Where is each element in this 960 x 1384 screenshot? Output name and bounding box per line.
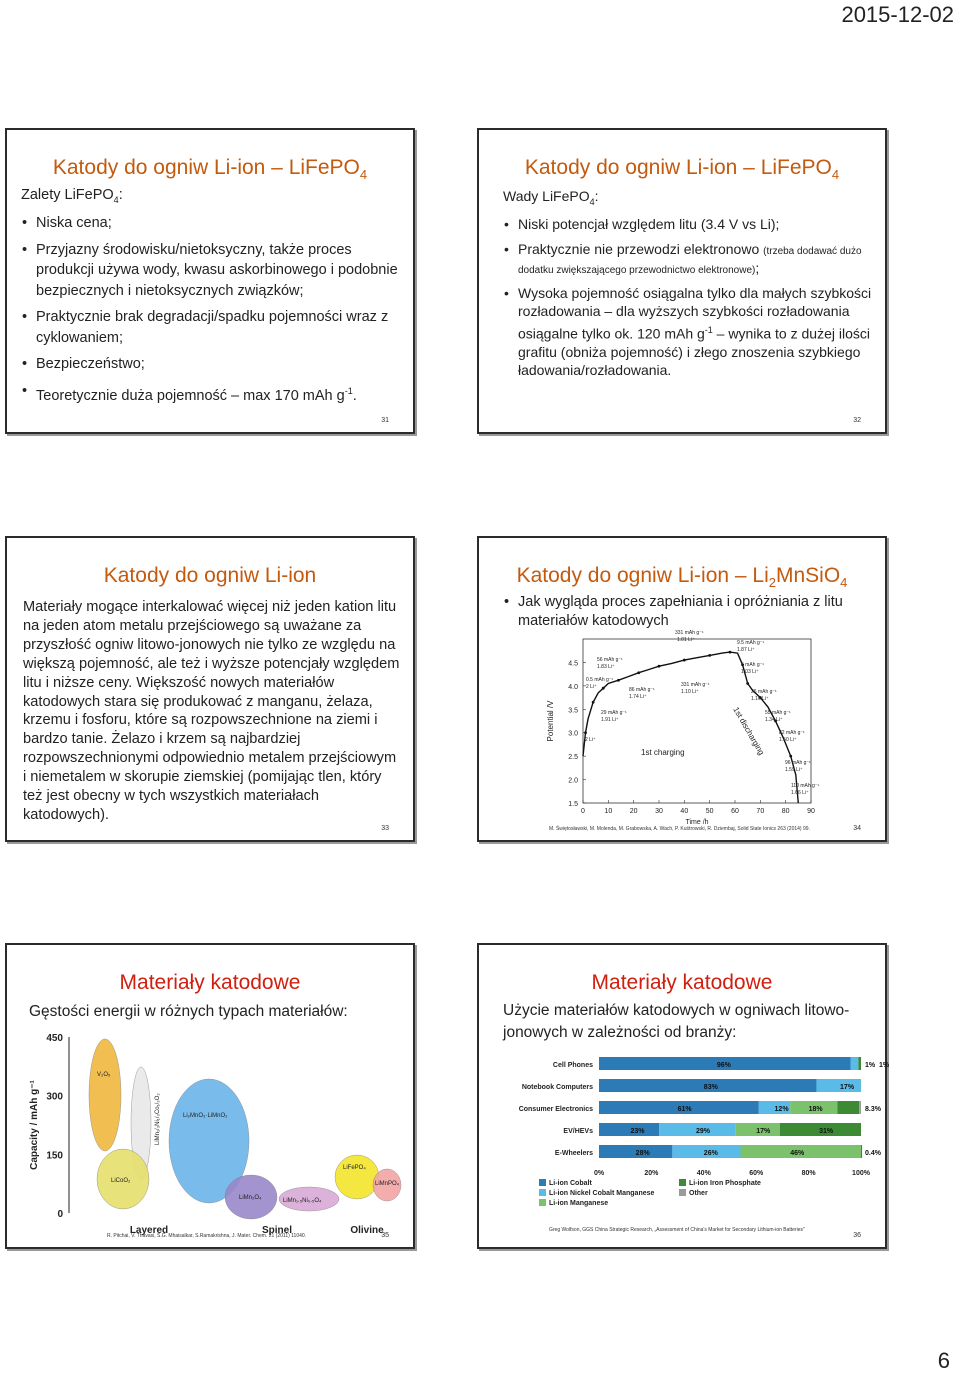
intro-line xyxy=(21,185,401,210)
intro-colon: : xyxy=(594,188,599,204)
bar-label: 1% xyxy=(865,1062,876,1069)
list-item-text: Wysoka pojemność osiągalna tylko dla małych szybkości rozładowania – dla wyższych szybkości rozładowania osiągalne tylko ok. 120 mAh g xyxy=(518,284,872,342)
bar-label: 31% xyxy=(819,1128,834,1135)
curve-annotation: 96 mAh g⁻¹ xyxy=(785,760,811,766)
material-label: V₂O₅ xyxy=(97,1072,111,1078)
charging-label: 1st charging xyxy=(641,748,685,757)
curve-annotation: 331 mAh g⁻¹ xyxy=(681,682,710,688)
group-label: Spinel xyxy=(261,1225,293,1236)
potential-chart xyxy=(541,631,825,831)
ellipse-lifepo4 xyxy=(335,1155,379,1199)
material-label: LiMnPO₄ xyxy=(375,1181,400,1187)
list-item-end: . xyxy=(352,387,357,404)
legend-label: Li-ion Nickel Cobalt Manganese xyxy=(549,1190,655,1197)
intro-line xyxy=(503,187,875,211)
bar-label: 8.3% xyxy=(865,1106,881,1113)
data-point xyxy=(683,659,686,662)
y-tick-label: 2.5 xyxy=(568,754,578,762)
slide-33 xyxy=(5,536,415,842)
discharging-label: 1st discharging xyxy=(731,705,766,757)
intro-subscript: 4 xyxy=(589,196,595,207)
y-tick-label: 3.5 xyxy=(568,707,578,715)
slide-title xyxy=(7,156,413,182)
list-item-text: Praktycznie nie przewodzi elektronowo xyxy=(518,240,764,257)
slide-title-text: Katody do ogniw Li-ion – LiFePO xyxy=(52,156,360,179)
data-point xyxy=(617,679,620,682)
x-tick-label: 30 xyxy=(655,808,663,815)
bar-label: 18% xyxy=(808,1106,823,1113)
category-label: Consumer Electronics xyxy=(518,1106,593,1113)
slide-title-text-cont: MnSiO xyxy=(775,564,841,587)
list-item-superscript: -1 xyxy=(704,324,713,335)
curve-annotation: 331 mAh g⁻¹ xyxy=(675,630,704,636)
curve-annotation: 0.5 mAh g⁻¹ xyxy=(586,677,614,683)
data-point xyxy=(746,682,749,685)
curve-annotation: 5 mAh g⁻¹ xyxy=(741,662,764,668)
curve-annotation: 1.03 Li⁺ xyxy=(741,669,759,675)
y-tick-label: 3.0 xyxy=(568,730,578,738)
material-label: LiCoO₂ xyxy=(111,1178,131,1184)
x-tick-label: 70 xyxy=(756,808,765,815)
slide-subtitle: Gęstości energii w różnych typach materiałów: xyxy=(29,1003,348,1020)
curve-annotation: 1.83 Li⁺ xyxy=(597,664,615,670)
bar-segment xyxy=(859,1101,861,1114)
slide-title-subscript: 4 xyxy=(831,167,840,183)
y-tick-label: 4.0 xyxy=(568,683,578,691)
material-label: LiMn₂O₄ xyxy=(239,1195,262,1201)
legend-label: Li-ion Manganese xyxy=(549,1200,609,1207)
list-item: • Bezpieczeństwo; xyxy=(21,354,401,375)
material-label: LiMn₁/₃Ni₁/₃Co₁/₃O₂ xyxy=(155,1093,161,1145)
list-item: • Jak wygląda proces zapełniania i opróżniania z litu materiałów katodowych xyxy=(503,593,873,631)
bar-label: 0.4% xyxy=(865,1150,881,1157)
intro-subscript: 4 xyxy=(113,194,119,205)
curve-annotation: 1.34 Li⁺ xyxy=(765,717,783,723)
x-tick-label: 60 xyxy=(731,808,739,815)
slide-body xyxy=(503,593,873,631)
list-item xyxy=(503,240,875,278)
bar-label: 96% xyxy=(716,1062,731,1069)
curve-annotation: 1.01 Li⁺ xyxy=(677,637,695,643)
category-label: Notebook Computers xyxy=(521,1084,593,1091)
list-item-end: ; xyxy=(755,259,760,276)
bar-label: 26% xyxy=(703,1150,718,1157)
intro-text: Zalety LiFePO xyxy=(21,187,114,203)
curve-annotation: 56 mAh g⁻¹ xyxy=(597,657,623,663)
slide-body xyxy=(503,187,875,380)
slide-title-subscript: 4 xyxy=(359,167,368,183)
y-tick-label: 450 xyxy=(46,1033,63,1044)
data-point xyxy=(729,651,732,654)
slide-number: 35 xyxy=(381,1232,389,1239)
header-date: 2015-12-02 xyxy=(841,2,954,27)
list-item: • Niska cena; xyxy=(21,213,401,234)
bar-segment xyxy=(837,1101,859,1114)
page-number: 6 xyxy=(937,1348,950,1373)
list-item-note: (trzeba dodawać dużo dodatku zwiększającego przewodnictwo elektronowe) xyxy=(518,245,862,276)
bar-segment xyxy=(851,1057,859,1070)
y-tick-label: 2.0 xyxy=(568,777,578,785)
y-axis-label: Potential /V xyxy=(546,700,555,742)
slide-number: 32 xyxy=(853,417,861,424)
slide-paragraph: Materiały mogące interkalować więcej niż jeden kation litu na jeden atom metalu przejściowego są uważane za przyszłość ogniw litowo-jonowych nie tylko ze względu na większą pojemność, ale też i wyższe potencjały względem litu i niższe ceny. Większość nowych materiałów katodowych stara się produkować z manganu, żelaza, krzemu i fosforu, które są rozpowszechnione na ziemi i bardzo tanie. Żelazo i krzem są najbardziej rozpowszechnionymi odpowiednio metalem przejściowym i niemetalem w skorupie ziemskiej (pomijając tlen, który też jest obecny w tych wszystkich materiałach katodowych). xyxy=(23,599,400,823)
reference: R. Pitchai, V. Thavasi, S.G. Mhaisalkar, S.Ramakrishna, J. Mater. Chem. 21 (2011) 11040. xyxy=(107,1233,307,1239)
x-tick-label: 20 xyxy=(629,808,638,815)
x-tick-label: 40% xyxy=(696,1170,711,1177)
y-tick-label: 4.5 xyxy=(568,660,578,668)
curve-annotation: 1.91 Li⁺ xyxy=(601,717,619,723)
material-label: LiFePO₄ xyxy=(343,1165,366,1171)
legend-swatch xyxy=(679,1189,686,1196)
x-tick-label: 100% xyxy=(852,1170,870,1177)
curve-annotation: 86 mAh g⁻¹ xyxy=(629,687,655,693)
curve-annotation: 1.59 Li⁺ xyxy=(785,767,803,773)
slide-title: Materiały katodowe xyxy=(119,971,301,994)
y-tick-label: 300 xyxy=(46,1091,63,1103)
bar-label: 46% xyxy=(790,1150,805,1157)
data-point xyxy=(658,665,661,668)
list-item-text-cont: – wynika to z dużej ilości grafitu (obniża pojemność) i złego znoszenia szybkiego ładowania/rozładowania. xyxy=(518,325,870,379)
slide-subtitle: Użycie materiałów katodowych w ogniwach litowo-jonowych w zależności od branży: xyxy=(503,1002,850,1041)
x-tick-label: 0% xyxy=(593,1170,605,1177)
group-label: Layered xyxy=(129,1225,169,1236)
curve-annotation: 55 mAh g⁻¹ xyxy=(765,710,791,716)
slide-title-text: Katody do ogniw Li-ion – Li xyxy=(516,564,769,587)
x-tick-label: 20% xyxy=(644,1170,659,1177)
legend-swatch xyxy=(539,1179,546,1186)
x-tick-label: 40 xyxy=(680,808,689,815)
bar-segment xyxy=(599,1123,659,1136)
slide-title-subscript: 2 xyxy=(768,575,776,591)
x-tick-label: 0 xyxy=(581,808,585,815)
group-label: Olivine xyxy=(350,1225,384,1236)
bar-label: 28% xyxy=(635,1150,650,1157)
curve-annotation: 9.5 mAh g⁻¹ xyxy=(737,640,765,646)
material-label: LiMn₁.₅Ni₀.₅O₄ xyxy=(283,1198,322,1204)
bar-label: 17% xyxy=(840,1084,855,1091)
bar-label: 83% xyxy=(703,1084,718,1091)
slide-title xyxy=(479,156,885,182)
slide-34 xyxy=(477,536,887,842)
slide-title: Katody do ogniw Li-ion xyxy=(103,564,317,587)
x-tick-label: 60% xyxy=(749,1170,764,1177)
slide-title-text: Katody do ogniw Li-ion – LiFePO xyxy=(524,156,832,179)
x-tick-label: 10 xyxy=(604,808,613,815)
curve-annotation: 1.16 Li⁺ xyxy=(751,696,769,702)
curve-annotation: 1.87 Li⁺ xyxy=(737,647,755,653)
slide-number: 36 xyxy=(853,1232,861,1239)
slide-title: Materiały katodowe xyxy=(591,971,773,994)
list-item: • Praktycznie brak degradacji/spadku pojemności wraz z cyklowaniem; xyxy=(21,307,401,348)
list-item xyxy=(503,284,875,380)
y-tick-label: 150 xyxy=(46,1150,63,1162)
list-item: • Przyjazny środowisku/nietoksyczny, także proces produkcji używa wody, kwasu askorbinowego i podobnie bezpiecznych i nietoksycznych związków; xyxy=(21,240,401,302)
curve-annotation: 1.66 Li⁺ xyxy=(791,790,809,796)
slide-number: 33 xyxy=(381,825,389,832)
category-label: E-Wheelers xyxy=(554,1150,593,1157)
intro-colon: : xyxy=(118,187,123,203)
data-point xyxy=(708,654,711,657)
y-axis-label: Capacity / mAh g⁻¹ xyxy=(29,1080,40,1170)
x-tick-label: 80 xyxy=(781,808,790,815)
legend-label: Other xyxy=(689,1190,708,1197)
slide-35 xyxy=(5,943,415,1249)
ellipse-v2o5 xyxy=(89,1039,121,1151)
bullet-list xyxy=(503,593,873,631)
intro-text: Wady LiFePO xyxy=(503,188,590,204)
data-point xyxy=(637,671,640,674)
usage-chart xyxy=(487,1053,890,1213)
curve-annotation: 29 mAh g⁻¹ xyxy=(601,710,627,716)
curve-annotation: 1.74 Li⁺ xyxy=(629,694,647,700)
y-tick-label: 1.5 xyxy=(568,801,578,808)
advantages-list xyxy=(21,213,401,406)
list-item-text: Teoretycznie duża pojemność – max 170 mAh g xyxy=(36,387,345,404)
material-label: Li₂MnO₃·LiMnO₂ xyxy=(183,1113,228,1119)
slide-body xyxy=(21,185,401,406)
x-tick-label: 50 xyxy=(705,808,714,815)
category-label: EV/HEVs xyxy=(563,1128,593,1135)
legend-swatch xyxy=(539,1189,546,1196)
bar-segment xyxy=(861,1145,862,1158)
y-tick-label: 0 xyxy=(57,1209,63,1220)
legend-label: Li-ion Cobalt xyxy=(549,1180,592,1187)
potential-curve xyxy=(583,652,798,803)
legend-swatch xyxy=(539,1199,546,1206)
capacity-chart xyxy=(19,1029,399,1239)
bar-segment xyxy=(816,1079,861,1092)
reference: Greg Wolfson, GGS China Strategic Research, „Assessment of China's Market for Secondary Lithium-ion Batteries" xyxy=(549,1227,805,1233)
curve-annotation: 110 mAh g⁻¹ xyxy=(791,783,820,789)
bar-label: 23% xyxy=(630,1128,645,1135)
curve-annotation: 2 Li⁺ xyxy=(586,684,597,690)
bar-label: 1% xyxy=(879,1062,890,1069)
data-point xyxy=(789,755,792,758)
curve-annotation: 82 mAh g⁻¹ xyxy=(779,730,805,736)
category-label: Cell Phones xyxy=(552,1062,593,1069)
x-tick-label: 80% xyxy=(801,1170,816,1177)
list-item-superscript: -1 xyxy=(344,385,353,396)
list-item xyxy=(21,381,401,406)
slide-title-subscript-2: 4 xyxy=(840,575,848,591)
legend-swatch xyxy=(679,1179,686,1186)
x-axis-label: Time /h xyxy=(685,819,709,826)
bar-label: 29% xyxy=(695,1128,710,1135)
slide-36 xyxy=(477,943,890,1249)
reference: M. Świętosławski, M. Molenda, M. Grabowska, A. Wach, P. Kuśtrowski, R. Dziembaj, Solid State Ionics 263 (2014) 99. xyxy=(549,826,810,832)
curve-annotation: 1.50 Li⁺ xyxy=(779,737,797,743)
slide-32 xyxy=(477,128,887,434)
data-point xyxy=(592,701,595,704)
list-item: • Niski potencjał względem litu (3.4 V vs Li); xyxy=(503,215,875,234)
disadvantages-list xyxy=(503,215,875,380)
slide-number: 31 xyxy=(381,417,389,424)
curve-annotation: 1.10 Li⁺ xyxy=(681,689,699,695)
curve-annotation: 2 Li⁺ xyxy=(585,737,596,743)
bar-label: 61% xyxy=(677,1106,692,1113)
bar-label: 17% xyxy=(756,1128,771,1135)
data-point xyxy=(584,731,587,734)
curve-annotation: 26 mAh g⁻¹ xyxy=(751,689,777,695)
legend-label: Li-ion Iron Phosphate xyxy=(689,1180,761,1187)
bar-segment xyxy=(858,1057,861,1070)
x-tick-label: 90 xyxy=(807,808,815,815)
slide-title xyxy=(479,564,885,590)
bar-label: 12% xyxy=(774,1106,789,1113)
slide-number: 34 xyxy=(853,825,861,832)
slide-31 xyxy=(5,128,415,434)
data-point xyxy=(602,687,605,690)
